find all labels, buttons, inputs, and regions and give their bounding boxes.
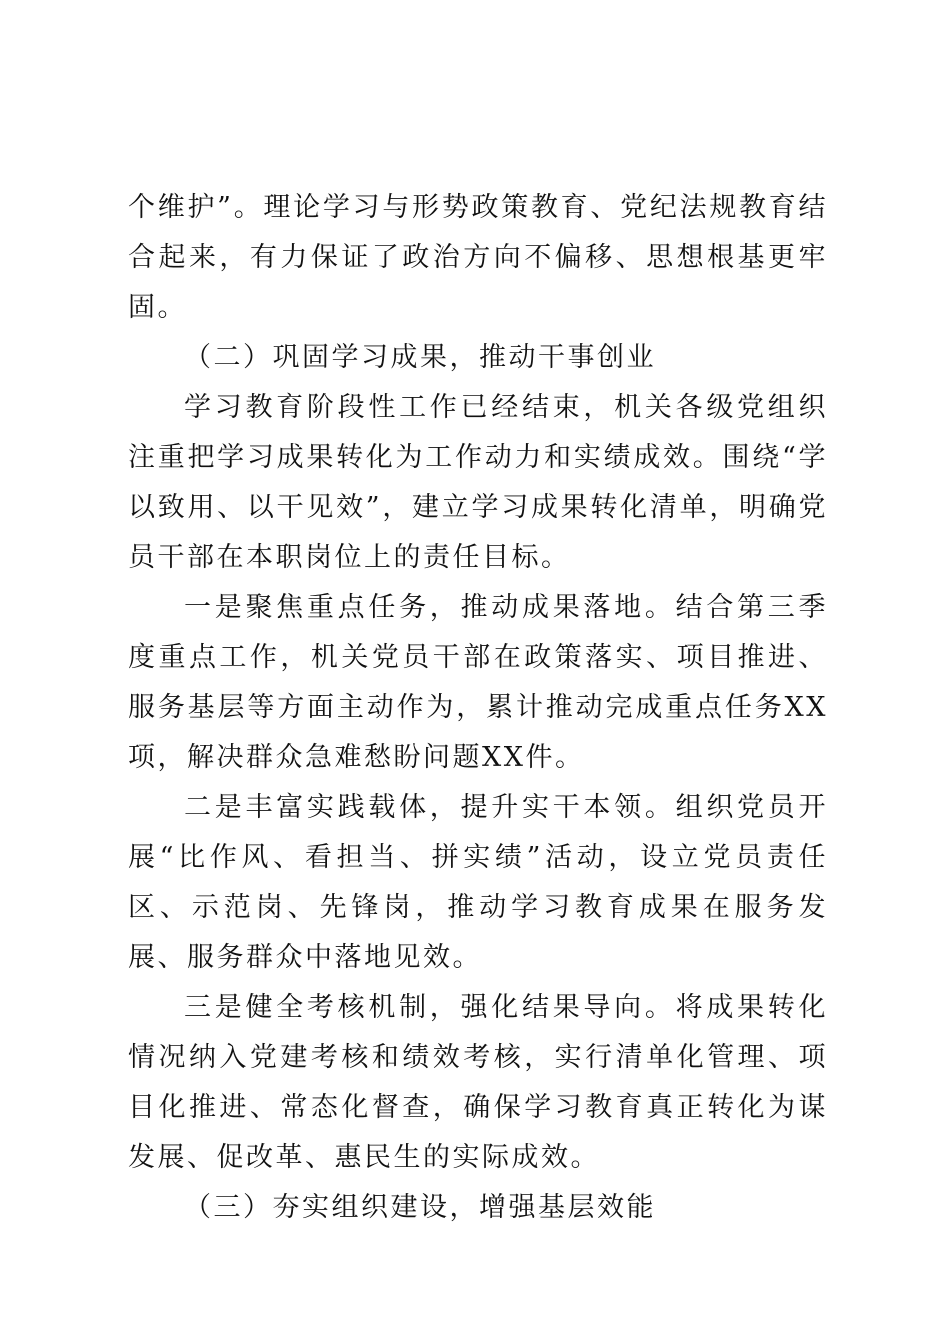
paragraph-point-3: 三是健全考核机制，强化结果导向。将成果转化情况纳入党建考核和绩效考核，实行清单化管理、项目化推进、常态化督查，确保学习教育真正转化为谋发展、促改革、惠民生的实际成效。 [128, 992, 828, 1173]
paragraph-point-1: 一是聚焦重点任务，推动成果落地。结合第三季度重点工作，机关党员干部在政策落实、项目推进、服务基层等方面主动作为，累计推动完成重点任务XX项，解决群众急难愁盼问题XX件。 [128, 592, 828, 773]
document-body [128, 183, 828, 1233]
paragraph-intro: 学习教育阶段性工作已经结束，机关各级党组织注重把学习成果转化为工作动力和实绩成效。围绕“学以致用、以干见效”，建立学习成果转化清单，明确党员干部在本职岗位上的责任目标。 [128, 392, 828, 573]
section-heading-3: （三）夯实组织建设，增强基层效能 [184, 1192, 656, 1223]
section-heading-2: （二）巩固学习成果，推动干事创业 [184, 342, 656, 373]
paragraph-point-2: 二是丰富实践载体，提升实干本领。组织党员开展“比作风、看担当、拼实绩”活动，设立党员责任区、示范岗、先锋岗，推动学习教育成果在服务发展、服务群众中落地见效。 [128, 792, 828, 973]
paragraph-continued: 个维护”。理论学习与形势政策教育、党纪法规教育结合起来，有力保证了政治方向不偏移、思想根基更牢固。 [128, 192, 828, 323]
